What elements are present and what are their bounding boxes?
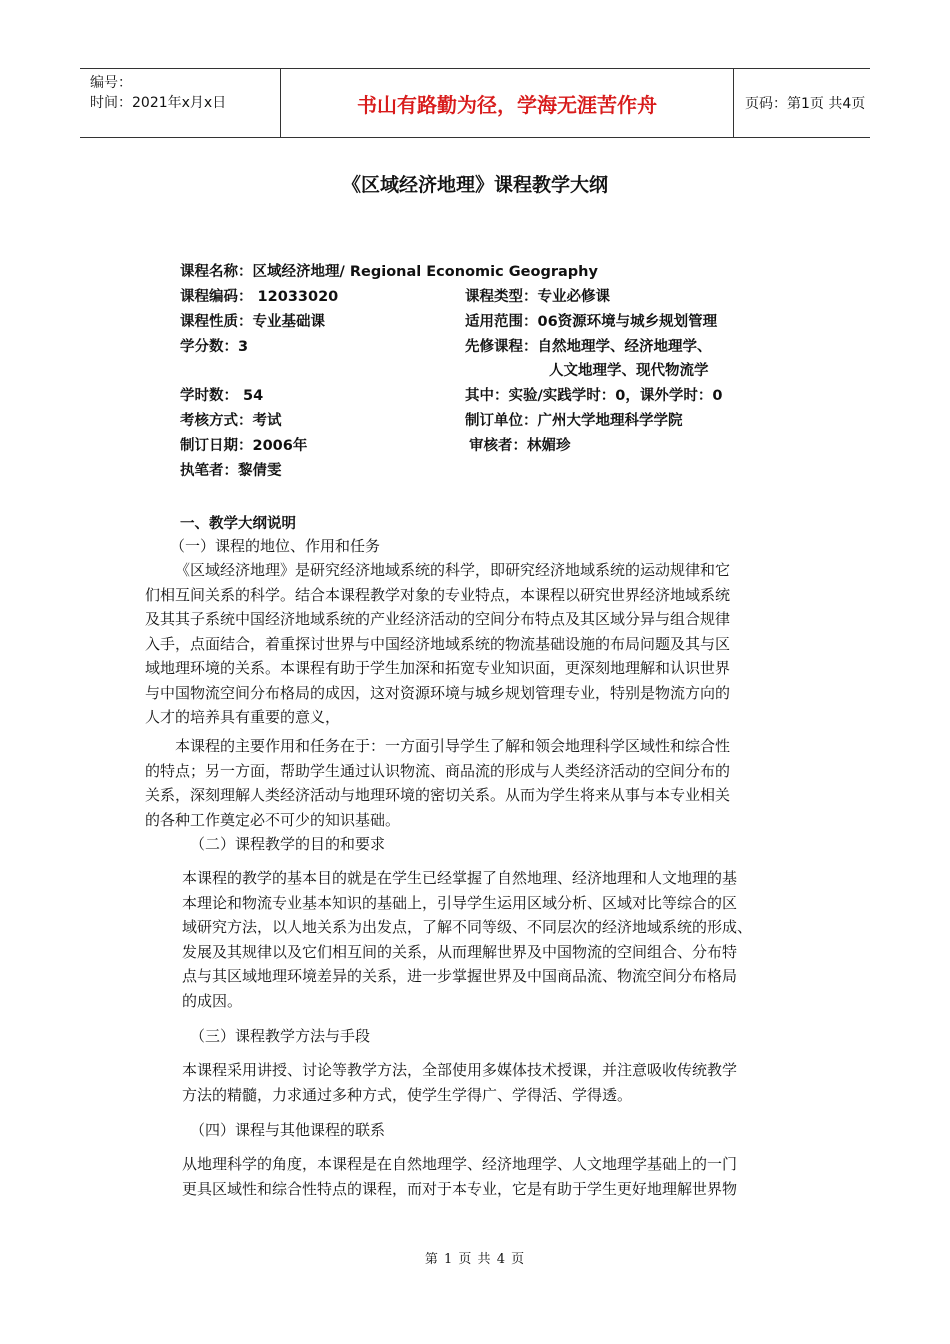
course-credits: 学分数：3: [180, 339, 249, 355]
paragraph-line: 关系，深刻理解人类经济活动与地理环境的密切关系。从而为学生将来从事与本专业相关: [145, 786, 731, 804]
section-heading: 一、教学大纲说明: [180, 516, 296, 532]
paragraph-line: 们相互间关系的科学。结合本课程教学对象的专业特点，本课程以研究世界经济地域系统: [145, 585, 731, 604]
paragraph-line: 与中国物流空间分布格局的成因，这对资源环境与城乡规划管理专业，特别是物流方向的: [145, 683, 731, 702]
page-header: [80, 68, 870, 138]
doc-time: 时间：2021年x月x日: [90, 95, 227, 111]
course-hours-detail: 其中：实验/实践学时：0，课外学时：0: [465, 388, 723, 404]
paragraph-line: 的各种工作奠定必不可少的知识基础。: [145, 810, 401, 829]
course-scope: 适用范围：06资源环境与城乡规划管理: [465, 314, 718, 330]
paragraph-line: 域地理环境的关系。本课程有助于学生加深和拓宽专业知识面，更深刻地理解和认识世界: [145, 659, 731, 677]
paragraph-line: 本课程采用讲授、讨论等教学方法，全部使用多媒体技术授课，并注意吸收传统教学: [182, 1061, 738, 1079]
paragraph-line: 方法的精髓，力求通过多种方式，使学生学得广、学得活、学得透。: [182, 1085, 633, 1104]
paragraph-line: 更具区域性和综合性特点的课程，而对于本专业，它是有助于学生更好地理解世界物: [182, 1179, 738, 1198]
course-prereq-cont: 人文地理学、现代物流学: [549, 363, 709, 379]
paragraph-5: [182, 1152, 737, 1201]
course-type: 课程类型：专业必修课: [465, 289, 610, 305]
course-hours: 学时数： 54: [180, 388, 264, 404]
course-prereq: 先修课程：自然地理学、经济地理学、: [465, 339, 712, 355]
subsection-heading-4: （四）课程与其他课程的联系: [190, 1121, 386, 1139]
paragraph-line: 点与其区域地理环境差异的关系，进一步掌握世界及中国商品流、物流空间分布格局: [182, 967, 738, 985]
header-page-info: 页码：第1页 共4页: [745, 96, 866, 112]
course-date: 制订日期：2006年: [180, 438, 308, 454]
header-meta: [80, 69, 279, 137]
course-reviewer: 审核者：林媚珍: [469, 438, 571, 454]
document-title: 《区域经济地理》课程教学大纲: [341, 174, 608, 196]
course-code: 课程编码： 12033020: [180, 289, 339, 305]
course-name: 课程名称：区域经济地理/ Regional Economic Geography: [180, 264, 598, 280]
paragraph-line: 《区域经济地理》是研究经济地域系统的科学，即研究经济地域系统的运动规律和它: [175, 561, 731, 579]
paragraph-3: [182, 866, 752, 1013]
paragraph-line: 本课程的教学的基本目的就是在学生已经掌握了自然地理、经济地理和人文地理的基: [182, 869, 738, 887]
subsection-heading-1: （一）课程的地位、作用和任务: [170, 537, 381, 555]
paragraph-line: 的特点；另一方面，帮助学生通过认识物流、商品流的形成与人类经济活动的空间分布的: [145, 761, 731, 780]
paragraph-line: 发展及其规律以及它们相互间的关系，从而理解世界及中国物流的空间组合、分布特: [182, 942, 738, 961]
course-unit: 制订单位：广州大学地理科学学院: [465, 413, 683, 429]
paragraph-line: 人才的培养具有重要的意义，: [145, 708, 341, 726]
header-motto: 书山有路勤为径，学海无涯苦作舟: [280, 69, 734, 137]
course-nature: 课程性质：专业基础课: [180, 314, 325, 330]
subsection-heading-2: （二）课程教学的目的和要求: [190, 835, 386, 853]
paragraph-line: 入手，点面结合，着重探讨世界与中国经济地域系统的物流基础设施的布局问题及其与区: [145, 634, 731, 653]
paragraph-line: 及其其子系统中国经济地域系统的产业经济活动的空间分布特点及其区域分异与组合规律: [145, 610, 731, 628]
paragraph-1: [145, 558, 730, 730]
course-assessment: 考核方式：考试: [180, 413, 282, 429]
paragraph-line: 本课程的主要作用和任务在于：一方面引导学生了解和领会地理科学区域性和综合性: [175, 737, 731, 755]
paragraph-line: 本理论和物流专业基本知识的基础上，引导学生运用区域分析、区域对比等综合的区: [182, 893, 738, 912]
doc-number: 编号：: [90, 75, 132, 91]
page-footer: 第 1 页 共 4 页: [424, 1252, 526, 1267]
paragraph-2: [145, 734, 730, 832]
paragraph-line: 域研究方法，以人地关系为出发点，了解不同等级、不同层次的经济地域系统的形成、: [182, 918, 753, 936]
course-author: 执笔者：黎倩雯: [180, 463, 282, 479]
subsection-heading-3: （三）课程教学方法与手段: [190, 1027, 371, 1045]
paragraph-line: 的成因。: [182, 991, 243, 1010]
paragraph-4: [182, 1058, 737, 1107]
paragraph-line: 从地理科学的角度，本课程是在自然地理学、经济地理学、人文地理学基础上的一门: [182, 1155, 738, 1173]
